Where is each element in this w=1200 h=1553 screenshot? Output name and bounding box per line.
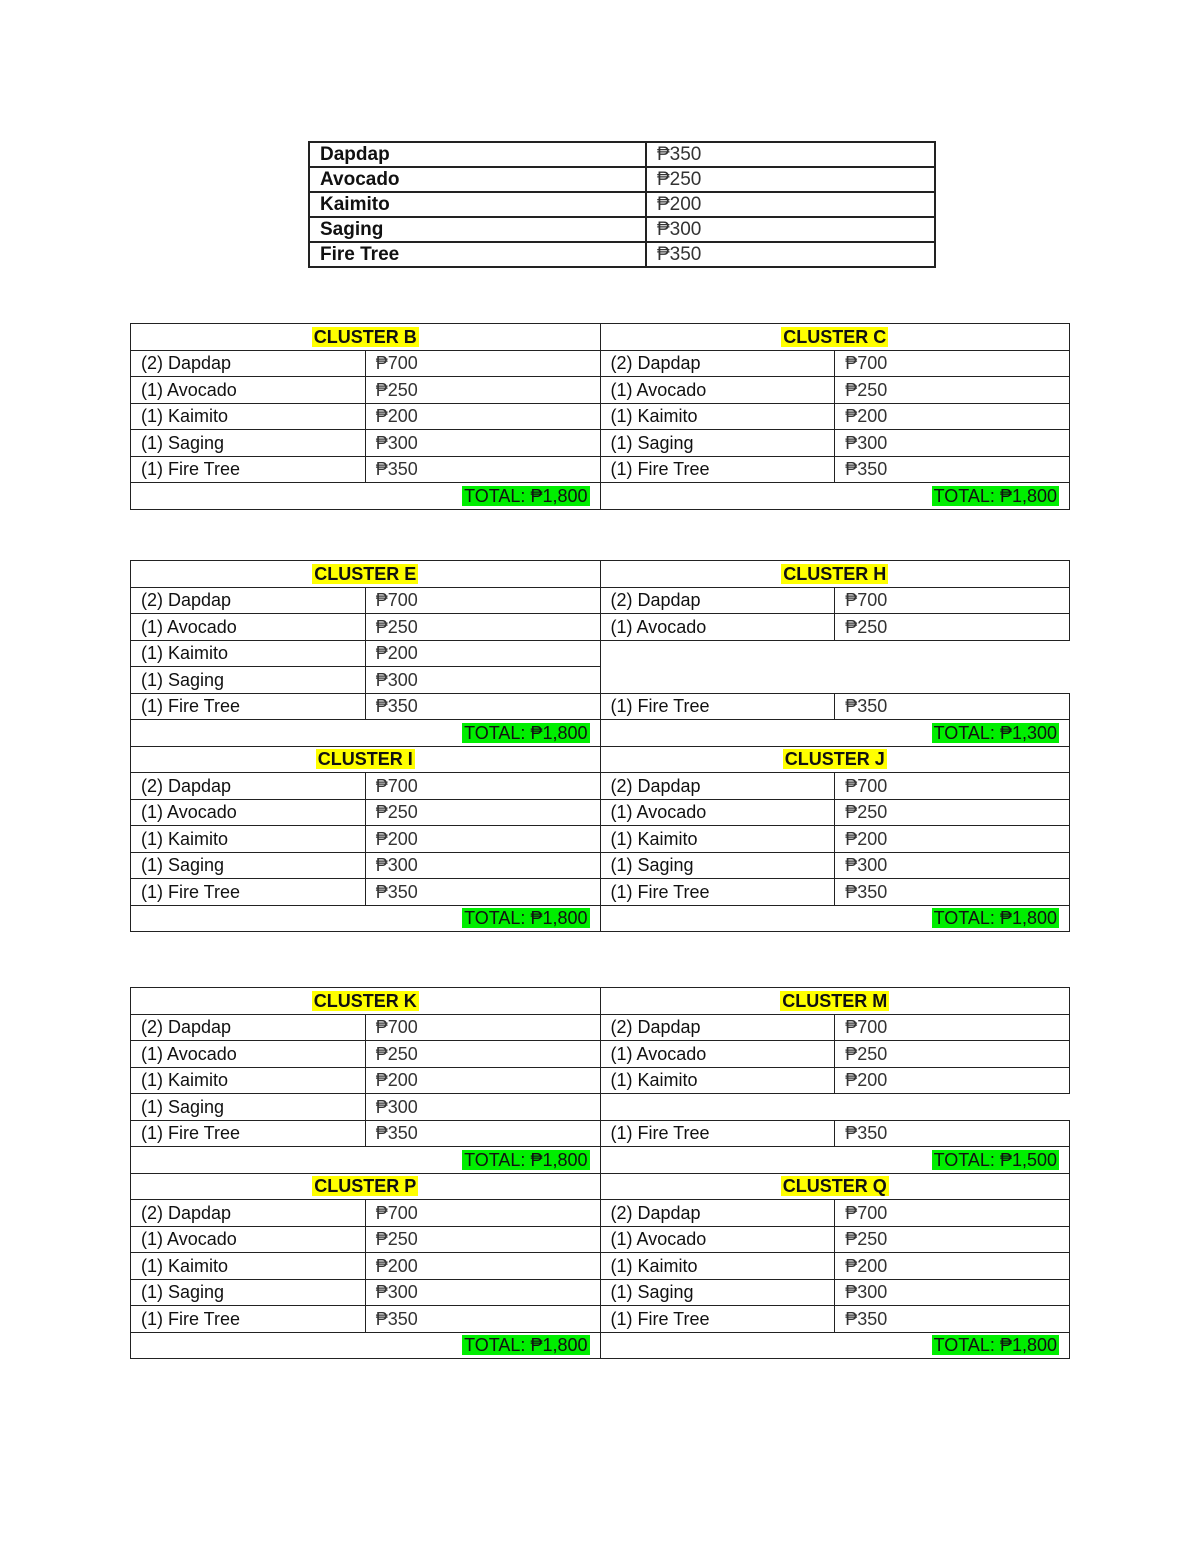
- item-label: (1) Saging: [600, 430, 835, 457]
- item-amount: ₱350: [365, 693, 600, 720]
- item-amount: ₱250: [365, 1226, 600, 1253]
- item-amount: ₱700: [835, 587, 1070, 614]
- cluster-i-header: [131, 746, 601, 773]
- item-label: (1) Fire Tree: [600, 1306, 835, 1333]
- cluster-title: CLUSTER E: [314, 563, 417, 584]
- item-amount: ₱300: [835, 1279, 1070, 1306]
- tree-price: ₱350: [646, 242, 935, 267]
- table-row: [131, 693, 1070, 720]
- table-row: [131, 1226, 1070, 1253]
- price-row: [309, 192, 935, 217]
- item-label: (1) Avocado: [600, 1041, 835, 1068]
- item-amount: ₱200: [835, 826, 1070, 853]
- cluster-p-header: [131, 1173, 601, 1200]
- item-amount: ₱250: [835, 799, 1070, 826]
- item-amount: ₱250: [365, 614, 600, 641]
- cluster-q-total: [600, 1332, 1070, 1359]
- total-amount: ₱1,800: [530, 1335, 588, 1356]
- item-label: (1) Avocado: [600, 1226, 835, 1253]
- item-label: (2) Dapdap: [600, 587, 835, 614]
- item-amount: ₱250: [835, 614, 1070, 641]
- cluster-j-total: [600, 905, 1070, 932]
- item-label: (1) Fire Tree: [131, 456, 366, 483]
- item-label: (1) Fire Tree: [131, 693, 366, 720]
- item-label: (1) Kaimito: [600, 826, 835, 853]
- cluster-table-k-m-p-q: [130, 987, 1070, 1359]
- item-amount: ₱300: [835, 852, 1070, 879]
- total-label: TOTAL:: [933, 485, 995, 506]
- item-amount: ₱200: [365, 1253, 600, 1280]
- item-amount: ₱200: [365, 826, 600, 853]
- price-row: [309, 167, 935, 192]
- price-row: [309, 142, 935, 167]
- item-amount: ₱350: [365, 1120, 600, 1147]
- item-label: (1) Avocado: [131, 614, 366, 641]
- item-label: (2) Dapdap: [600, 773, 835, 800]
- total-label: TOTAL:: [933, 1335, 995, 1356]
- tree-name: Avocado: [309, 167, 646, 192]
- table-row: [131, 773, 1070, 800]
- total-amount: ₱1,500: [999, 1149, 1057, 1170]
- item-label: (2) Dapdap: [600, 1014, 835, 1041]
- item-amount: ₱700: [835, 773, 1070, 800]
- table-row: [131, 1253, 1070, 1280]
- cluster-title: CLUSTER Q: [782, 1176, 887, 1197]
- item-amount: ₱350: [365, 879, 600, 906]
- item-label: (1) Saging: [600, 852, 835, 879]
- table-row: [131, 1041, 1070, 1068]
- cluster-table-e-h-i-j: [130, 560, 1070, 932]
- item-label: (1) Fire Tree: [131, 1120, 366, 1147]
- total-label: TOTAL:: [464, 485, 526, 506]
- cluster-title: CLUSTER H: [783, 563, 887, 584]
- item-amount: ₱250: [365, 1041, 600, 1068]
- item-label: (1) Fire Tree: [131, 879, 366, 906]
- item-amount: ₱250: [365, 799, 600, 826]
- item-amount: ₱200: [365, 640, 600, 667]
- cluster-h-total: [600, 720, 1070, 747]
- table-row: [131, 456, 1070, 483]
- total-row: [131, 720, 1070, 747]
- total-amount: ₱1,800: [530, 722, 588, 743]
- item-amount: ₱350: [365, 456, 600, 483]
- item-label: (2) Dapdap: [131, 773, 366, 800]
- item-label: (1) Kaimito: [131, 1067, 366, 1094]
- table-row: [131, 403, 1070, 430]
- item-label: (1) Kaimito: [131, 826, 366, 853]
- item-label: (1) Kaimito: [600, 403, 835, 430]
- item-label: (1) Fire Tree: [131, 1306, 366, 1333]
- item-label: (1) Fire Tree: [600, 456, 835, 483]
- total-amount: ₱1,800: [530, 1149, 588, 1170]
- item-label: (2) Dapdap: [131, 1014, 366, 1041]
- total-row: [131, 1147, 1070, 1174]
- tree-price: ₱300: [646, 217, 935, 242]
- item-amount: ₱700: [365, 773, 600, 800]
- item-label: (2) Dapdap: [131, 1200, 366, 1227]
- total-row: [131, 905, 1070, 932]
- tree-name: Fire Tree: [309, 242, 646, 267]
- table-row: [131, 1014, 1070, 1041]
- item-label: (1) Fire Tree: [600, 693, 835, 720]
- item-amount: ₱350: [835, 693, 1070, 720]
- item-label: (1) Kaimito: [600, 1067, 835, 1094]
- item-label: (1) Saging: [131, 852, 366, 879]
- table-row: [131, 1306, 1070, 1333]
- cluster-b-header: [131, 324, 601, 351]
- table-row: [131, 1200, 1070, 1227]
- item-amount: ₱250: [835, 1041, 1070, 1068]
- empty-cell: [600, 1094, 1070, 1121]
- item-amount: ₱350: [835, 1120, 1070, 1147]
- price-row: [309, 217, 935, 242]
- empty-cell: [600, 640, 1070, 667]
- total-amount: ₱1,800: [999, 908, 1057, 929]
- total-amount: ₱1,800: [999, 1335, 1057, 1356]
- item-label: (1) Saging: [131, 667, 366, 694]
- table-row: [131, 377, 1070, 404]
- total-label: TOTAL:: [464, 908, 526, 929]
- cluster-c-total: [600, 483, 1070, 510]
- cluster-title: CLUSTER P: [314, 1176, 417, 1197]
- tree-price: ₱200: [646, 192, 935, 217]
- item-amount: ₱200: [835, 403, 1070, 430]
- table-row: [131, 1094, 1070, 1121]
- item-label: (1) Fire Tree: [600, 1120, 835, 1147]
- total-amount: ₱1,800: [530, 485, 588, 506]
- item-amount: ₱700: [835, 1014, 1070, 1041]
- item-label: (1) Saging: [131, 1279, 366, 1306]
- cluster-title: CLUSTER I: [317, 749, 413, 770]
- item-amount: ₱700: [365, 587, 600, 614]
- item-label: (1) Saging: [600, 1279, 835, 1306]
- item-amount: ₱300: [365, 1279, 600, 1306]
- item-amount: ₱700: [835, 1200, 1070, 1227]
- item-label: (2) Dapdap: [600, 350, 835, 377]
- item-amount: ₱700: [835, 350, 1070, 377]
- cluster-q-header: [600, 1173, 1070, 1200]
- table-row: [131, 799, 1070, 826]
- table-row: [131, 350, 1070, 377]
- price-list-table: [308, 141, 936, 268]
- item-label: (1) Avocado: [131, 799, 366, 826]
- empty-cell: [600, 667, 1070, 694]
- tree-name: Dapdap: [309, 142, 646, 167]
- item-label: (2) Dapdap: [131, 350, 366, 377]
- item-amount: ₱300: [365, 667, 600, 694]
- item-label: (1) Kaimito: [131, 640, 366, 667]
- cluster-c-header: [600, 324, 1070, 351]
- item-amount: ₱200: [835, 1253, 1070, 1280]
- item-amount: ₱300: [365, 1094, 600, 1121]
- cluster-title: CLUSTER M: [782, 990, 888, 1011]
- cluster-title: CLUSTER B: [313, 326, 417, 347]
- table-row: [131, 1067, 1070, 1094]
- table-row: [131, 614, 1070, 641]
- table-row: [131, 879, 1070, 906]
- item-label: (1) Kaimito: [131, 1253, 366, 1280]
- cluster-j-header: [600, 746, 1070, 773]
- cluster-title: CLUSTER K: [313, 990, 417, 1011]
- cluster-e-header: [131, 561, 601, 588]
- item-label: (1) Avocado: [131, 1226, 366, 1253]
- cluster-i-total: [131, 905, 601, 932]
- item-label: (2) Dapdap: [131, 587, 366, 614]
- cluster-title: CLUSTER J: [784, 749, 885, 770]
- cluster-e-total: [131, 720, 601, 747]
- total-label: TOTAL:: [464, 722, 526, 743]
- item-amount: ₱200: [365, 403, 600, 430]
- total-amount: ₱1,300: [999, 722, 1057, 743]
- price-row: [309, 242, 935, 267]
- total-label: TOTAL:: [464, 1149, 526, 1170]
- item-label: (1) Saging: [131, 1094, 366, 1121]
- cluster-m-total: [600, 1147, 1070, 1174]
- tree-name: Kaimito: [309, 192, 646, 217]
- total-row: [131, 1332, 1070, 1359]
- item-amount: ₱700: [365, 1200, 600, 1227]
- cluster-m-header: [600, 988, 1070, 1015]
- item-amount: ₱350: [835, 456, 1070, 483]
- table-row: [131, 1120, 1070, 1147]
- item-amount: ₱700: [365, 350, 600, 377]
- item-amount: ₱250: [835, 377, 1070, 404]
- total-label: TOTAL:: [933, 1149, 995, 1170]
- cluster-p-total: [131, 1332, 601, 1359]
- item-label: (1) Avocado: [600, 614, 835, 641]
- item-amount: ₱700: [365, 1014, 600, 1041]
- table-row: [131, 587, 1070, 614]
- total-row: [131, 483, 1070, 510]
- table-row: [131, 826, 1070, 853]
- item-label: (1) Fire Tree: [600, 879, 835, 906]
- item-amount: ₱200: [365, 1067, 600, 1094]
- item-amount: ₱300: [835, 430, 1070, 457]
- item-amount: ₱300: [365, 852, 600, 879]
- tree-name: Saging: [309, 217, 646, 242]
- item-amount: ₱350: [365, 1306, 600, 1333]
- item-label: (1) Kaimito: [131, 403, 366, 430]
- total-label: TOTAL:: [464, 1335, 526, 1356]
- item-label: (1) Avocado: [600, 799, 835, 826]
- total-amount: ₱1,800: [530, 908, 588, 929]
- item-label: (1) Saging: [131, 430, 366, 457]
- table-row: [131, 1279, 1070, 1306]
- item-amount: ₱350: [835, 879, 1070, 906]
- cluster-table-b-c: [130, 323, 1070, 510]
- item-amount: ₱350: [835, 1306, 1070, 1333]
- item-label: (1) Kaimito: [600, 1253, 835, 1280]
- table-row: [131, 640, 1070, 667]
- item-amount: ₱250: [835, 1226, 1070, 1253]
- item-label: (1) Avocado: [131, 377, 366, 404]
- total-label: TOTAL:: [933, 722, 995, 743]
- table-row: [131, 667, 1070, 694]
- cluster-k-total: [131, 1147, 601, 1174]
- item-label: (1) Avocado: [131, 1041, 366, 1068]
- table-row: [131, 430, 1070, 457]
- total-label: TOTAL:: [933, 908, 995, 929]
- cluster-h-header: [600, 561, 1070, 588]
- total-amount: ₱1,800: [999, 485, 1057, 506]
- cluster-b-total: [131, 483, 601, 510]
- item-label: (2) Dapdap: [600, 1200, 835, 1227]
- table-row: [131, 852, 1070, 879]
- cluster-k-header: [131, 988, 601, 1015]
- cluster-title: CLUSTER C: [783, 326, 887, 347]
- item-amount: ₱200: [835, 1067, 1070, 1094]
- tree-price: ₱350: [646, 142, 935, 167]
- item-label: (1) Avocado: [600, 377, 835, 404]
- item-amount: ₱250: [365, 377, 600, 404]
- item-amount: ₱300: [365, 430, 600, 457]
- tree-price: ₱250: [646, 167, 935, 192]
